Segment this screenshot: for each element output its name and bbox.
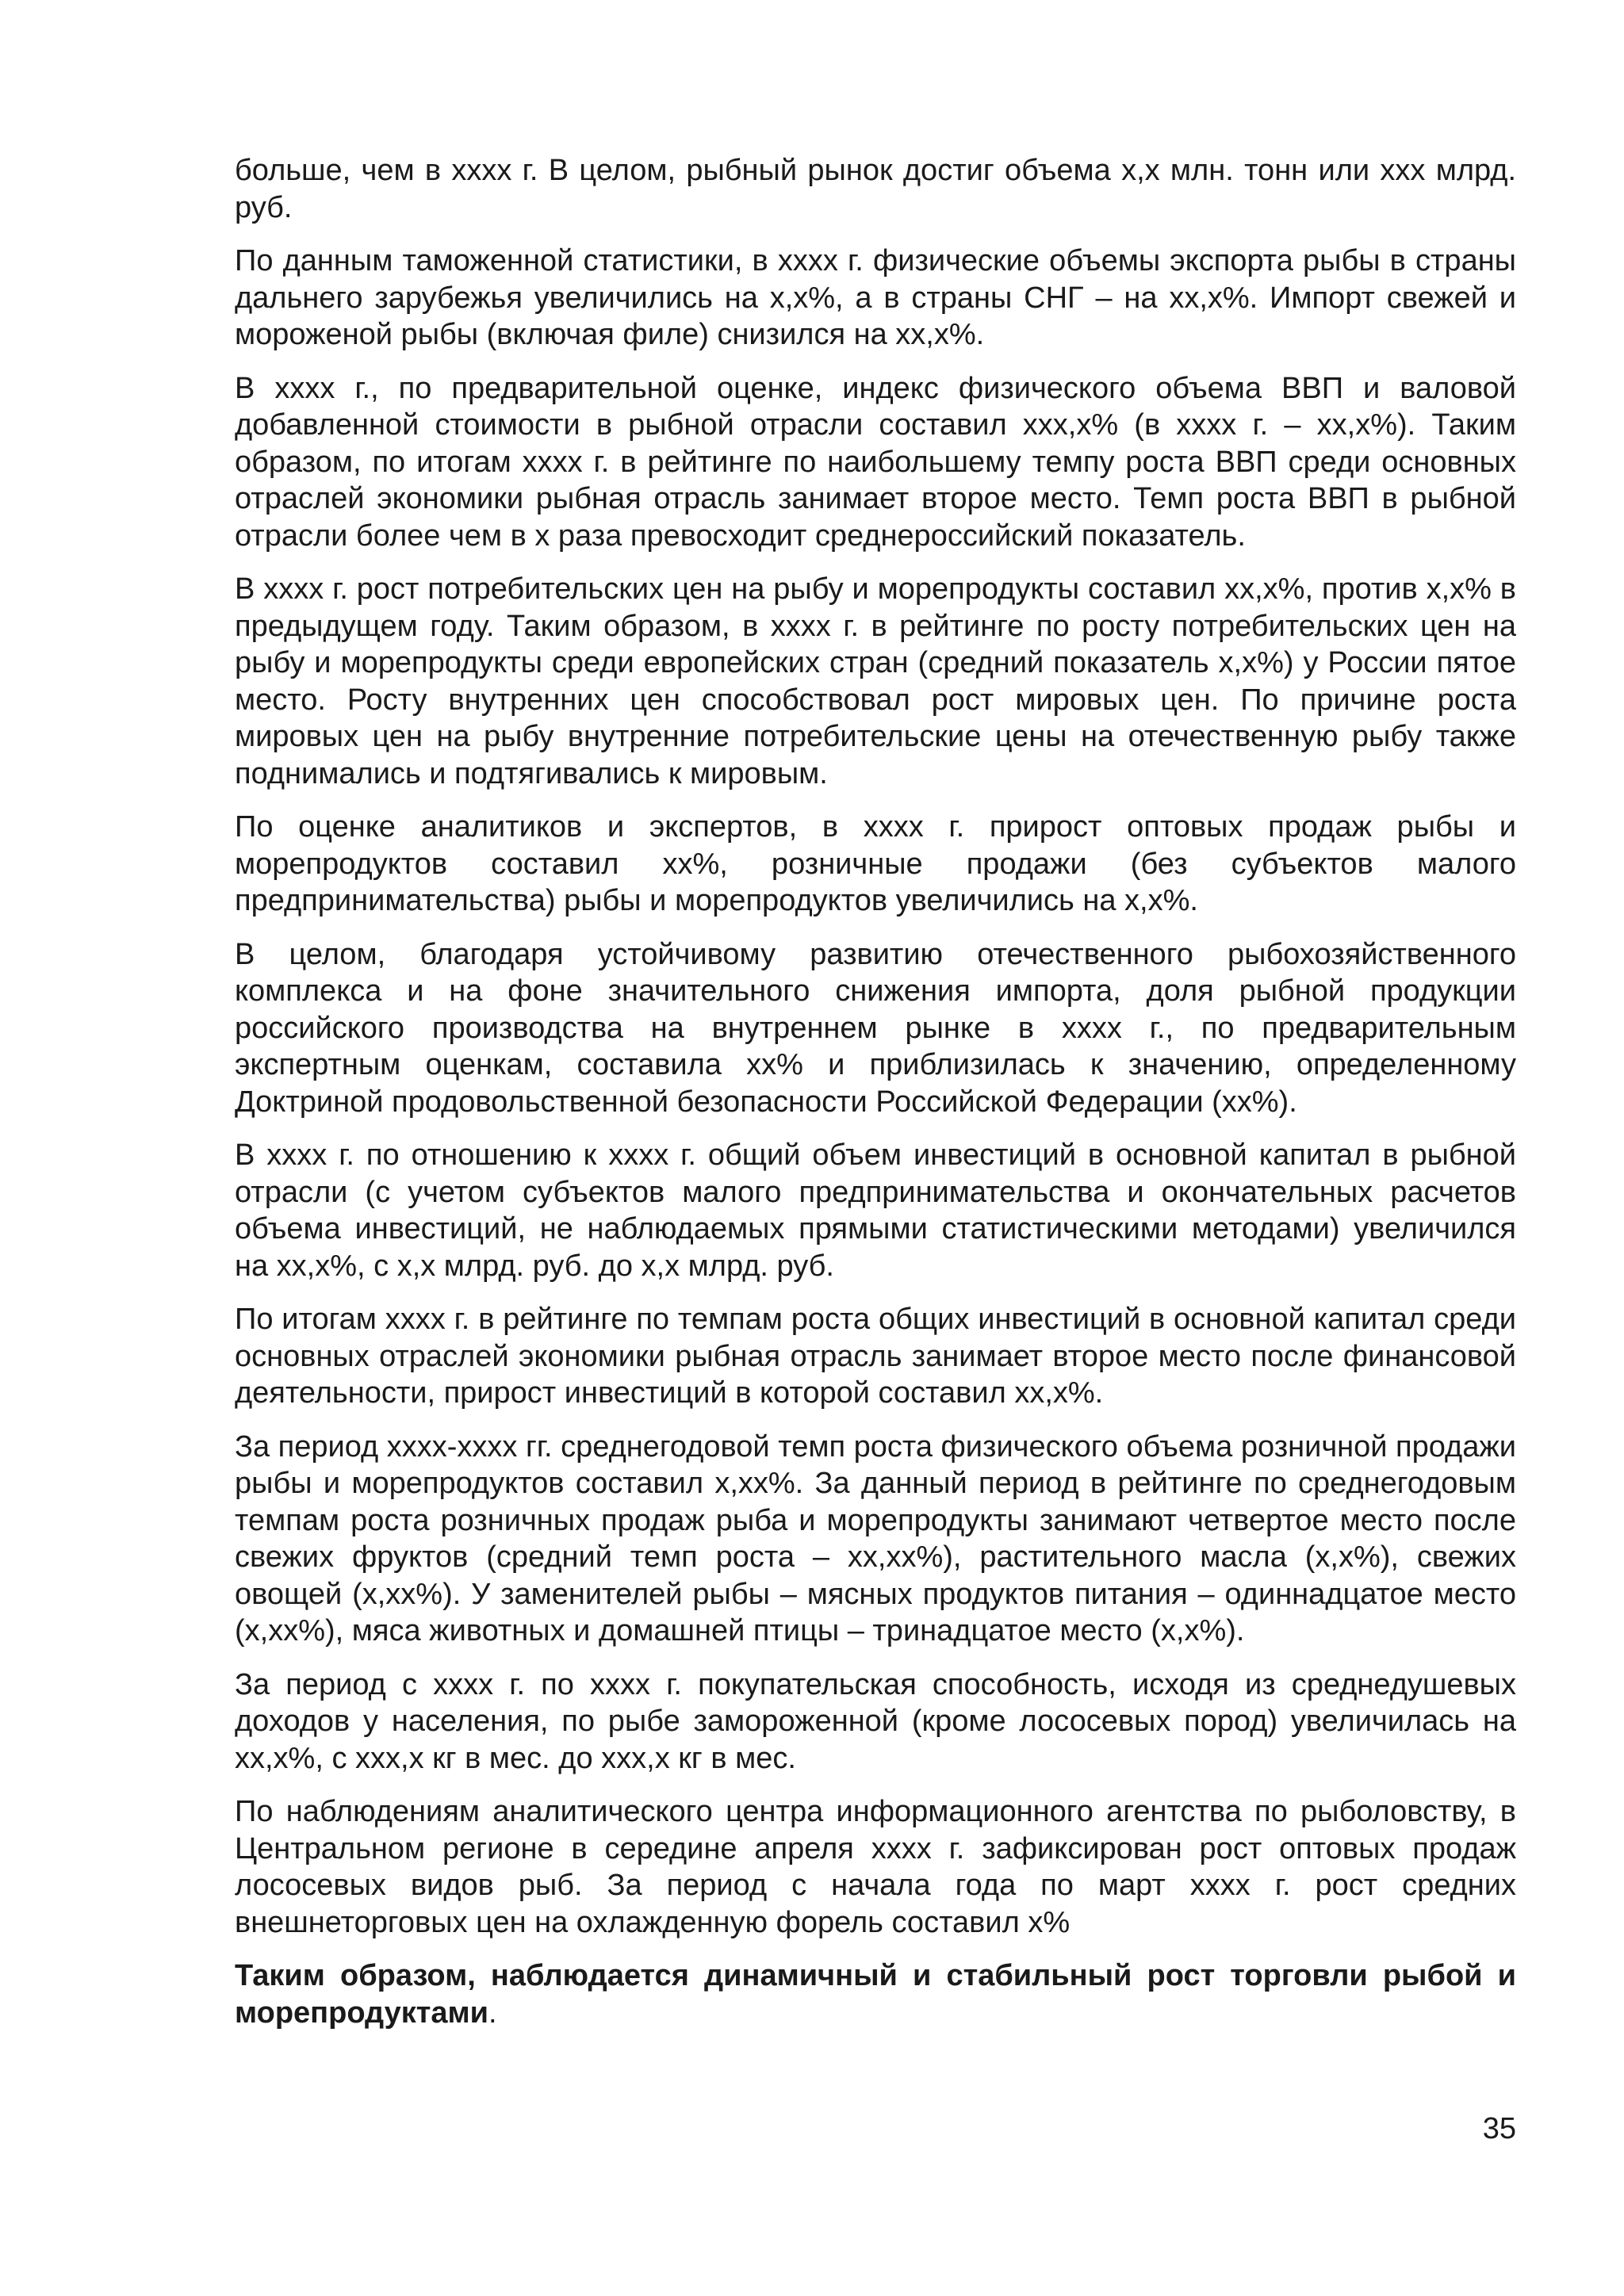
conclusion-paragraph: [235, 1957, 1516, 2031]
paragraph-5: По оценке аналитиков и экспертов, в хххх г. прирост оптовых продаж рыбы и морепродуктов составил хх%, розничные продажи (без субъектов малого предпринимательства) рыбы и морепродуктов увеличились на х,х%.: [235, 810, 1516, 917]
paragraph-11: По наблюдениям аналитического центра информационного агентства по рыболовству, в Центральном регионе в середине апреля хххх г. зафиксирован рост оптовых продаж лососевых видов рыб. За период с начала года по март хххх г. рост средних внешнеторговых цен на охлажденную форель составил х%: [235, 1795, 1516, 1939]
paragraph-2: По данным таможенной статистики, в хххх г. физические объемы экспорта рыбы в страны дальнего зарубежья увеличились на х,х%, а в страны СНГ – на хх,х%. Импорт свежей и мороженой рыбы (включая филе) снизился на хх,х%.: [235, 244, 1516, 351]
conclusion-bold-text: Таким образом, наблюдается динамичный и стабильный рост торговли рыбой и морепродуктами: [235, 1959, 1516, 2030]
paragraph-7: В хххх г. по отношению к хххх г. общий объем инвестиций в основной капитал в рыбной отрасли (с учетом субъектов малого предпринимательства и окончательных расчетов объема инвестиций, не наблюдаемых прямыми статистическими методами) увеличился на хх,х%, с х,х млрд. руб. до х,х млрд. руб.: [235, 1138, 1516, 1283]
paragraph-9: За период хххх-хххх гг. среднегодовой темп роста физического объема розничной продажи рыбы и морепродуктов составил х,хх%. За данный период в рейтинге по среднегодовым темпам роста розничных продаж рыба и морепродукты занимают четвертое место после свежих фруктов (средний темп роста – хх,хх%), растительного масла (х,х%), свежих овощей (х,хх%). У заменителей рыбы – мясных продуктов питания – одиннадцатое место (х,хх%), мяса животных и домашней птицы – тринадцатое место (х,х%).: [235, 1429, 1516, 1647]
paragraph-3: В хххх г., по предварительной оценке, индекс физического объема ВВП и валовой добавленной стоимости в рыбной отрасли составил ххх,х% (в хххх г. – хх,х%). Таким образом, по итогам хххх г. в рейтинге по наибольшему темпу роста ВВП среди основных отраслей экономики рыбная отрасль занимает второе место. Темп роста ВВП в рыбной отрасли более чем в х раза превосходит среднероссийский показатель.: [235, 371, 1516, 553]
paragraph-6: В целом, благодаря устойчивому развитию отечественного рыбохозяйственного комплекса и на фоне значительного снижения импорта, доля рыбной продукции российского производства на внутреннем рынке в хххх г., по предварительным экспертным оценкам, составила хх% и приблизилась к значению, определенному Доктриной продовольственной безопасности Российской Федерации (хх%).: [235, 937, 1516, 1119]
page-number: 35: [1482, 2112, 1516, 2145]
paragraph-4: В хххх г. рост потребительских цен на рыбу и морепродукты составил хх,х%, против х,х% в предыдущем году. Таким образом, в хххх г. в рейтинге по росту потребительских цен на рыбу и морепродукты среди европейских стран (средний показатель х,х%) у России пятое место. Росту внутренних цен способствовал рост мировых цен. По причине роста мировых цен на рыбу внутренние потребительские цены на отечественную рыбу также поднимались и подтягивались к мировым.: [235, 572, 1516, 790]
paragraph-10: За период с хххх г. по хххх г. покупательская способность, исходя из среднедушевых доходов у населения, по рыбе замороженной (кроме лососевых пород) увеличилась на хх,х%, с ххх,х кг в мес. до ххх,х кг в мес.: [235, 1667, 1516, 1775]
page-body: [235, 152, 1516, 2048]
paragraph-1: больше, чем в хххх г. В целом, рыбный рынок достиг объема х,х млн. тонн или ххх млрд. руб.: [235, 154, 1516, 224]
conclusion-period: .: [488, 1996, 497, 2030]
paragraph-8: По итогам хххх г. в рейтинге по темпам роста общих инвестиций в основной капитал среди основных отраслей экономики рыбная отрасль занимает второе место после финансовой деятельности, прирост инвестиций в которой составил хх,х%.: [235, 1303, 1516, 1410]
